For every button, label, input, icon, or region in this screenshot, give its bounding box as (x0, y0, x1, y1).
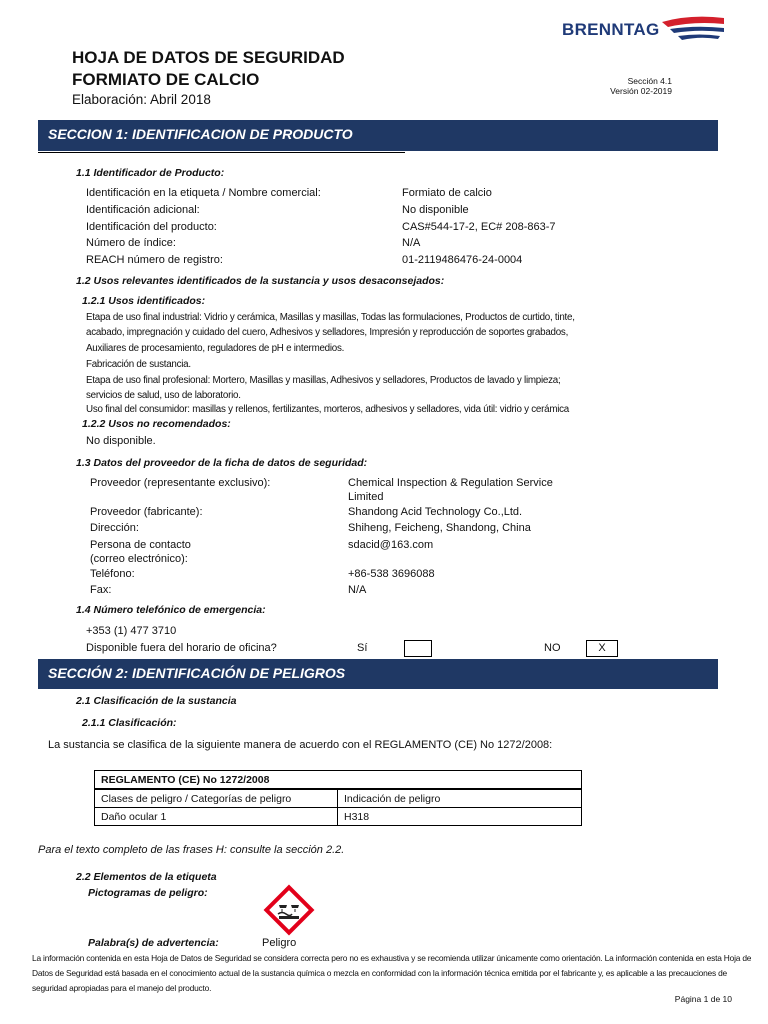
version-number: Versión 02-2019 (610, 86, 672, 96)
table-row (95, 789, 582, 808)
heading-1-2: 1.2 Usos relevantes identificados de la sustancia y usos desaconsejados: (76, 275, 445, 287)
ghs-corrosion-pictogram-icon (262, 883, 316, 937)
section-number: Sección 4.1 (627, 76, 672, 86)
uses-line: acabado, impregnación y cuidado del cuero, Adhesivos y selladores, Impresión y reproducción de soportes grabados, (86, 327, 569, 338)
classification-intro: La sustancia se clasifica de la siguiente manera de acuerdo con el REGLAMENTO (CE) No 1272/2008: (48, 739, 553, 751)
section-2-band (38, 659, 718, 689)
signal-word-label: Palabra(s) de advertencia: (88, 937, 219, 949)
brand-logo-mark (660, 14, 726, 48)
after-hours-label: Disponible fuera del horario de oficina? (86, 642, 277, 654)
supplier-label: Dirección: (90, 522, 139, 534)
table-cell: H318 (338, 808, 582, 826)
supplier-label: Persona de contacto (90, 539, 191, 551)
heading-1-2-2: 1.2.2 Usos no recomendados: (82, 418, 231, 430)
heading-2-1: 2.1 Clasificación de la sustancia (76, 695, 237, 707)
supplier-label: Teléfono: (90, 568, 135, 580)
supplier-label: Proveedor (fabricante): (90, 506, 203, 518)
supplier-value-cont: Limited (348, 491, 384, 503)
supplier-label: Proveedor (representante exclusivo): (90, 477, 271, 489)
heading-2-1-1: 2.1.1 Clasificación: (82, 717, 177, 729)
supplier-value: Shandong Acid Technology Co.,Ltd. (348, 506, 523, 518)
supplier-value: N/A (348, 584, 367, 596)
heading-1-3: 1.3 Datos del proveedor de la ficha de datos de seguridad: (76, 457, 368, 469)
brand-logo-text: BRENNTAG (562, 20, 660, 39)
ident-value: No disponible (402, 204, 469, 216)
ident-label: REACH número de registro: (86, 254, 223, 266)
supplier-value: +86-538 3696088 (348, 568, 435, 580)
supplier-label: Fax: (90, 584, 112, 596)
ident-value: 01-2119486476-24-0004 (402, 254, 523, 266)
version-info (610, 76, 672, 96)
ident-value: Formiato de calcio (402, 187, 492, 199)
ident-label: Identificación en la etiqueta / Nombre comercial: (86, 187, 321, 199)
uses-line: Etapa de uso final profesional: Mortero, Masillas y masillas, Adhesivos y selladores, Productos de lavado y limpieza; (86, 375, 561, 386)
yes-checkbox (404, 640, 432, 657)
no-checkbox: X (586, 640, 618, 657)
document-title: HOJA DE DATOS DE SEGURIDAD (72, 48, 345, 67)
column-header-classes: Clases de peligro / Categorías de peligro (95, 789, 338, 808)
yes-label: Sí (357, 642, 368, 654)
product-title: FORMIATO DE CALCIO (72, 70, 260, 89)
no-label: NO (544, 642, 561, 654)
table-cell: Daño ocular 1 (95, 808, 338, 826)
table-header: REGLAMENTO (CE) No 1272/2008 (95, 771, 582, 790)
uses-line: Fabricación de sustancia. (86, 359, 191, 370)
section-1-band (38, 120, 718, 151)
heading-1-1: 1.1 Identificador de Producto: (76, 167, 225, 179)
h-phrases-note: Para el texto completo de las frases H: consulte la sección 2.2. (38, 844, 345, 856)
supplier-value: Chemical Inspection & Regulation Service (348, 477, 553, 489)
supplier-value: Shiheng, Feicheng, Shandong, China (348, 522, 531, 534)
heading-2-2: 2.2 Elementos de la etiqueta (76, 871, 217, 883)
signal-word-value: Peligro (262, 937, 297, 949)
uses-line: servicios de salud, uso de laboratorio. (86, 390, 241, 401)
not-recommended-value: No disponible. (86, 435, 156, 447)
uses-line: Uso final del consumidor: masillas y rellenos, fertilizantes, morteros, adhesivos y selladores, vida útil: vidrio y cerámica (86, 404, 569, 415)
supplier-value: sdacid@163.com (348, 539, 434, 551)
section-2-title: SECCIÓN 2: IDENTIFICACIÓN DE PELIGROS (48, 665, 346, 681)
section-1-title: SECCION 1: IDENTIFICACION DE PRODUCTO (48, 126, 353, 142)
classification-table (94, 770, 582, 826)
emergency-phone: +353 (1) 477 3710 (86, 625, 177, 637)
heading-1-2-1: 1.2.1 Usos identificados: (82, 295, 206, 307)
section-1-rule (38, 152, 405, 153)
elaboration-date: Elaboración: Abril 2018 (72, 92, 211, 107)
pictograms-label: Pictogramas de peligro: (88, 887, 208, 899)
ident-label: Número de índice: (86, 237, 176, 249)
uses-line: Etapa de uso final industrial: Vidrio y cerámica, Masillas y masillas, Todas las formulaciones, Productos de curtido, tinte, (86, 312, 575, 323)
table-row (95, 808, 582, 826)
uses-line: Auxiliares de procesamiento, reguladores de pH e intermedios. (86, 343, 345, 354)
ident-label: Identificación adicional: (86, 204, 200, 216)
heading-1-4: 1.4 Número telefónico de emergencia: (76, 604, 266, 616)
column-header-indication: Indicación de peligro (338, 789, 582, 808)
footer-disclaimer: La información contenida en esta Hoja de Datos de Seguridad se considera correcta pero no es exhaustiva y se recomienda utilizar únicamente como orientación. La información contenida en esta Hoja de Datos de Seguridad está basada en el conocimiento actual de la sustancia química o mezcla en conformidad con la información técnica emitida por el fabricante y, es aplicable a las precauciones de seguridad apropiadas para el manejo del producto. (32, 953, 752, 993)
supplier-label-cont: (correo electrónico): (90, 553, 188, 565)
ident-value: N/A (402, 237, 421, 249)
page-number: Página 1 de 10 (674, 994, 732, 1004)
ident-value: CAS#544-17-2, EC# 208-863-7 (402, 221, 556, 233)
ident-label: Identificación del producto: (86, 221, 217, 233)
